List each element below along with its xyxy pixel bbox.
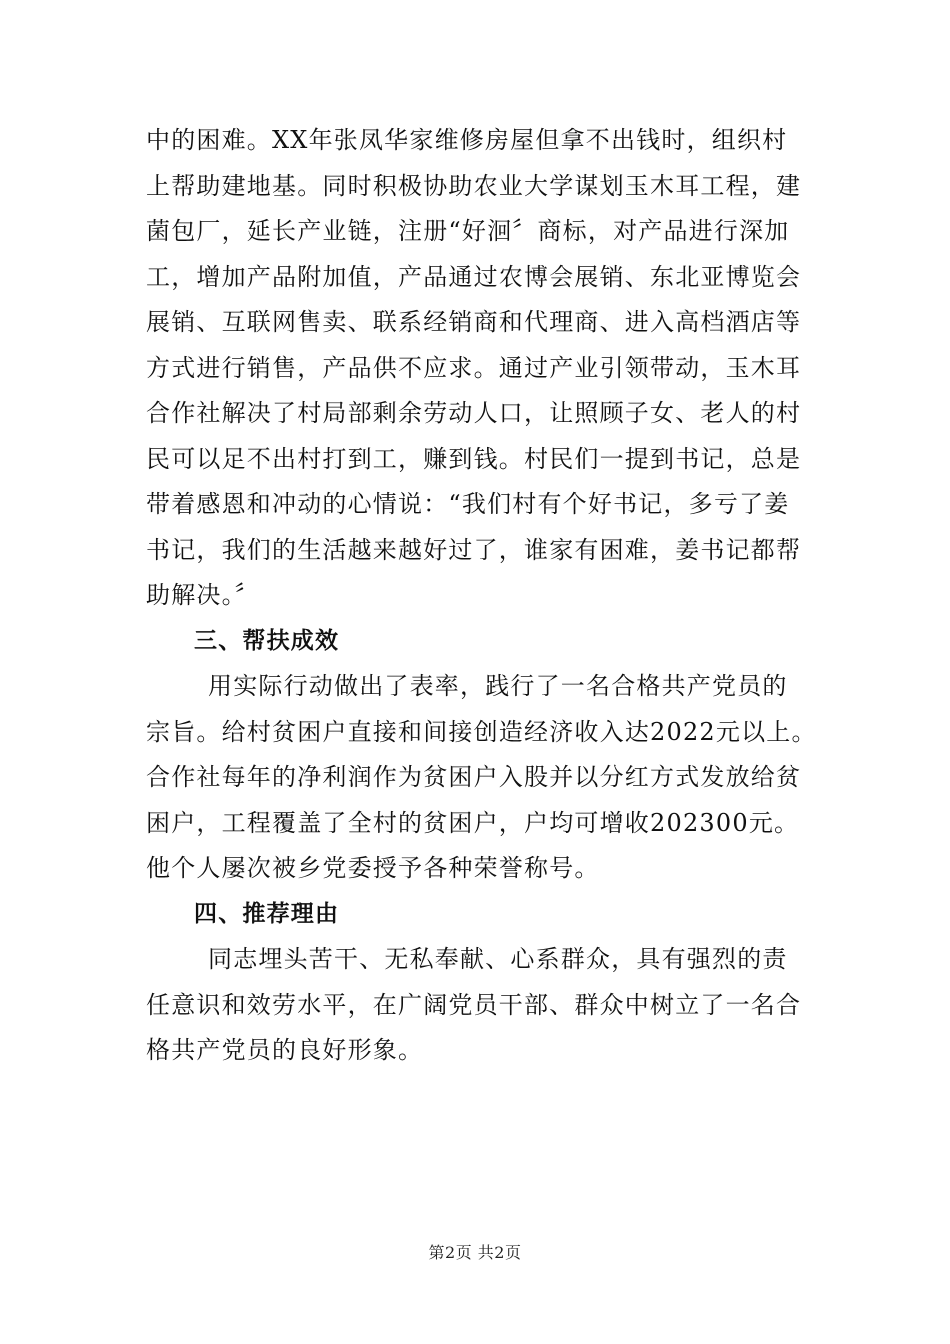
paragraph-reasons [146, 937, 816, 1074]
text-line: 中的困难。XX年张凤华家维修房屋但拿不出钱时，组织村 [146, 126, 788, 154]
text-line: 助解决。〞 [146, 581, 260, 609]
paragraph-results [146, 664, 816, 892]
text-line: 带着感恩和冲动的心情说：“我们村有个好书记，多亏了姜 [146, 490, 790, 518]
text-line: 同志埋头苦干、无私奉献、心系群众，具有强烈的责 [208, 945, 788, 973]
section-heading-reasons: 四、推荐理由 [194, 900, 340, 927]
document-body [146, 118, 816, 1074]
text-line: 困户，工程覆盖了全村的贫困户，户均可增收202300元。 [146, 808, 800, 837]
text-line: 合作社解决了村局部剩余劳动人口，让照顾子女、老人的村 [146, 399, 802, 427]
text-line: 任意识和效劳水平，在广阔党员干部、群众中树立了一名合 [146, 990, 802, 1019]
text-line: 用实际行动做出了表率，践行了一名合格共产党员的 [208, 672, 788, 700]
text-line: 格共产党员的良好形象。 [146, 1036, 424, 1064]
text-line: 合作社每年的净利润作为贫困户入股并以分红方式发放给贫 [146, 763, 802, 791]
text-line: 民可以足不出村打到工，赚到钱。村民们一提到书记，总是 [146, 444, 802, 473]
text-line: 展销、互联网售卖、联系经销商和代理商、进入高档酒店等 [146, 308, 802, 336]
text-line: 书记，我们的生活越来越好过了，谁家有困难，姜书记都帮 [146, 535, 802, 564]
text-line: 方式进行销售，产品供不应求。通过产业引领带动，玉木耳 [146, 353, 802, 382]
section-heading-results: 三、帮扶成效 [194, 627, 340, 654]
text-line: 工，增加产品附加值，产品通过农博会展销、东北亚博览会 [146, 262, 802, 291]
page-footer: 第2页 共2页 [428, 1243, 522, 1262]
text-line: 菌包厂，延长产业链，注册“好洄〞商标，对产品进行深加 [146, 217, 790, 245]
text-line: 他个人屡次被乡党委授予各种荣誉称号。 [146, 854, 600, 882]
text-line: 上帮助建地基。同时积极协助农业大学谋划玉木耳工程，建 [146, 171, 802, 200]
paragraph-continuation [146, 118, 816, 619]
text-line: 宗旨。给村贫困户直接和间接创造经济收入达2022元以上。 [146, 717, 817, 746]
